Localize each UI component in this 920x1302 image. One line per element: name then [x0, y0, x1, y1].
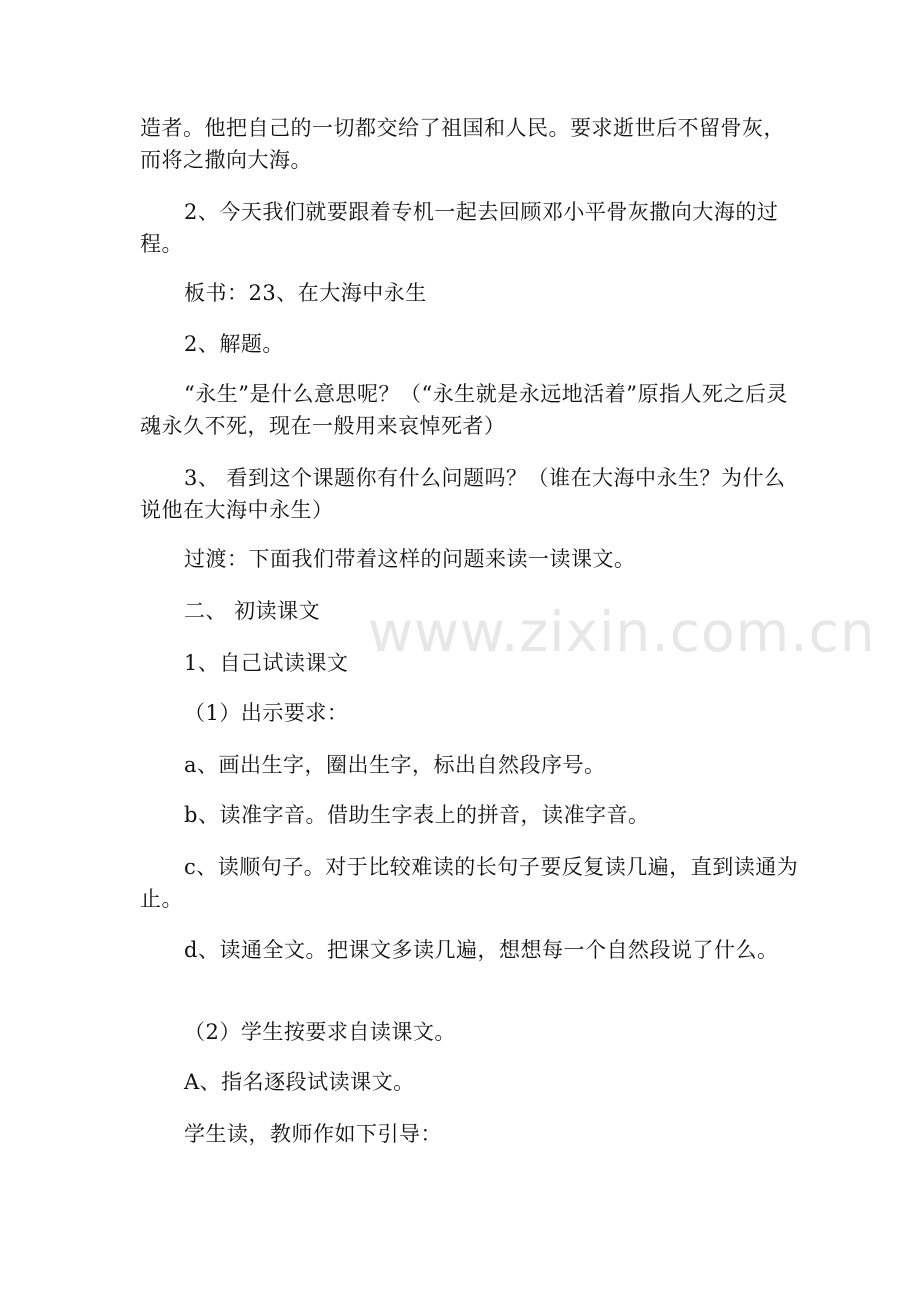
paragraph-question: 3、 看到这个课题你有什么问题吗？（谁在大海中永生？为什么说他在大海中永生） — [140, 466, 786, 522]
watermark: www.zixin.com.cn — [368, 600, 876, 664]
paragraph-title-explain: 2、解题。 — [184, 332, 284, 356]
paragraph-item-a: a、画出生字，圈出生字，标出自然段序号。 — [184, 753, 606, 777]
paragraph-item-d: d、读通全文。把课文多读几遍，想想每一个自然段说了什么。 — [184, 938, 779, 962]
paragraph-step-2: 2、今天我们就要跟着专机一起去回顾邓小平骨灰撒向大海的过程。 — [140, 200, 779, 256]
section-heading: 二、 初读课文 — [184, 599, 321, 623]
paragraph-guide: 学生读，教师作如下引导： — [184, 1122, 442, 1146]
paragraph-transition: 过渡：下面我们带着这样的问题来读一读课文。 — [184, 547, 636, 571]
paragraph-item-c: c、读顺句子。对于比较难读的长句子要反复读几遍，直到读通为止。 — [140, 855, 799, 911]
paragraph-blackboard: 板书：23、在大海中永生 — [184, 281, 427, 305]
paragraph-student-read: （2）学生按要求自读课文。 — [184, 1020, 456, 1044]
paragraph-continuation: 造者。他把自己的一切都交给了祖国和人民。要求逝世后不留骨灰，而将之撒向大海。 — [140, 116, 785, 172]
paragraph-requirements: （1）出示要求： — [184, 701, 349, 725]
paragraph-self-read: 1、自己试读课文 — [184, 651, 349, 675]
paragraph-meaning: “永生”是什么意思呢？（“永生就是永远地活着”原指人死之后灵魂永久不死，现在一般用来哀悼死者） — [140, 382, 788, 438]
paragraph-item-b: b、读准字音。借助生字表上的拼音，读准字音。 — [184, 803, 650, 827]
paragraph-item-A: A、指名逐段试读课文。 — [184, 1070, 415, 1094]
